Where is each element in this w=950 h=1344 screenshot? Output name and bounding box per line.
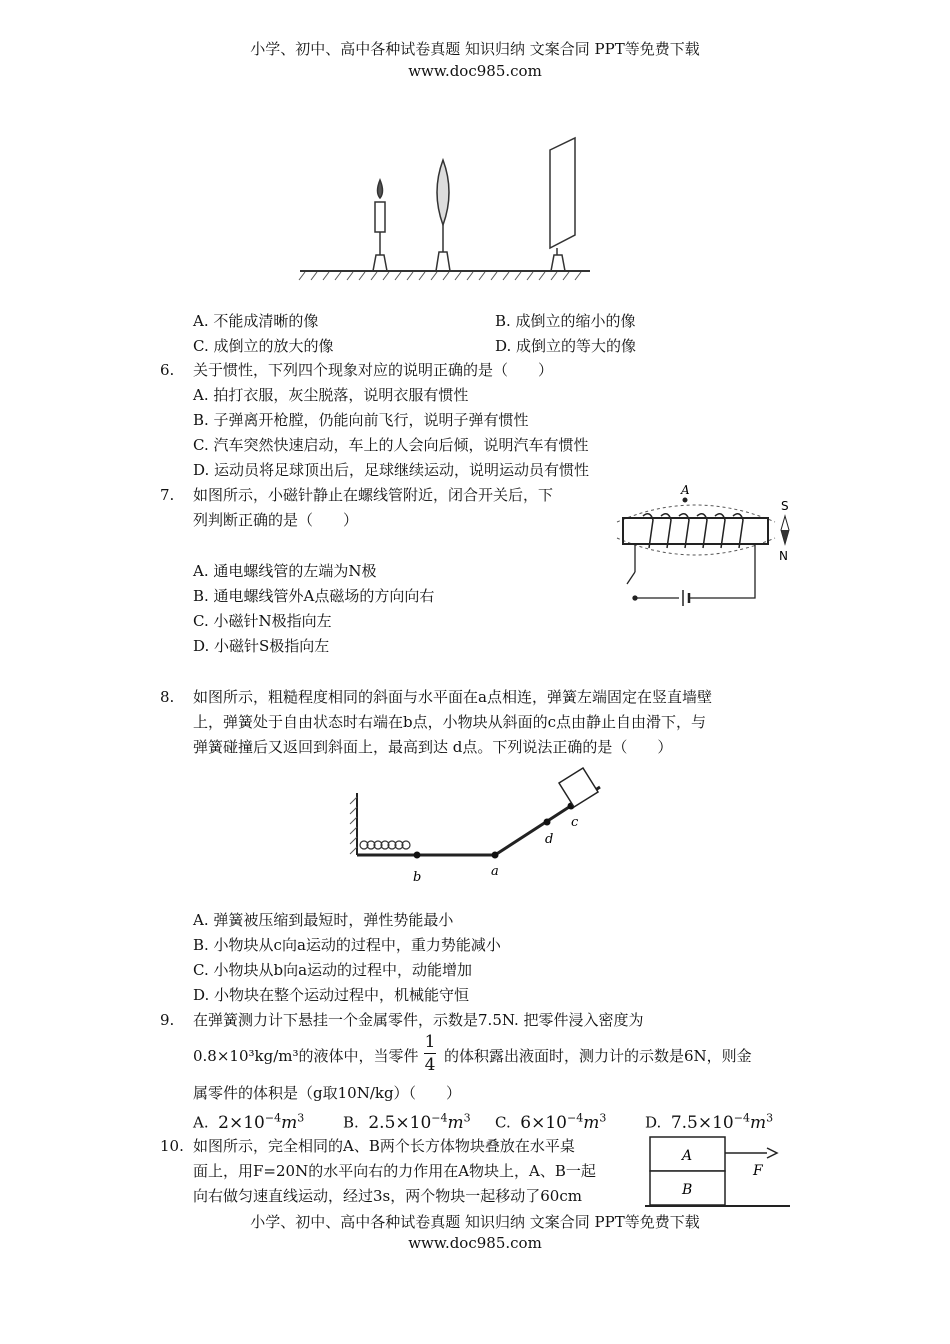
point-c-label: c — [571, 815, 579, 830]
stacked-blocks-figure — [645, 1133, 795, 1213]
q8-stem-line-2: 上，弹簧处于自由状态时右端在b点，小物块从斜面的c点由静止自由滑下，与 — [193, 713, 707, 731]
q7-option-b: B. 通电螺线管外A点磁场的方向向右 — [193, 587, 435, 605]
q7-stem-line-2: 列判断正确的是（ ） — [193, 511, 359, 529]
q7-stem-line-1: 如图所示，小磁针静止在螺线管附近，闭合开关后，下 — [193, 486, 554, 504]
q8-option-c: C. 小物块从b向a运动的过程中，动能增加 — [193, 961, 473, 979]
q7-option-d: D. 小磁针S极指向左 — [193, 637, 330, 655]
q10-stem-line-3: 向右做匀速直线运动，经过3s，两个物块一起移动了60cm — [193, 1187, 582, 1205]
q9-stem-line-3: 属零件的体积是（g取10N/kg）（ ） — [193, 1084, 462, 1102]
q10-number: 10. — [160, 1137, 184, 1155]
q9-fraction — [424, 1032, 436, 1075]
q6-number: 6. — [160, 361, 175, 379]
optics-bench-figure — [295, 130, 595, 290]
circuit — [627, 544, 755, 606]
q5-option-c: C. 成倒立的放大的像 — [193, 337, 334, 355]
q9-fraction-denominator: 4 — [424, 1055, 436, 1075]
candle — [373, 180, 387, 271]
block-b-label: B — [682, 1182, 693, 1198]
q9-number: 9. — [160, 1011, 175, 1029]
q8-option-a: A. 弹簧被压缩到最短时，弹性势能最小 — [193, 911, 454, 929]
q8-stem-line-3: 弹簧碰撞后又返回到斜面上，最高到达 d点。下列说法正确的是（ ） — [193, 738, 673, 756]
q9-stem-line-2a: 0.8×10³kg/m³的液体中，当零件 — [193, 1047, 419, 1065]
q9-option-a: A. $2\times 10^{-4}m^3$ — [193, 1111, 305, 1133]
q5-option-b: B. 成倒立的缩小的像 — [495, 312, 636, 330]
point-a-label: A — [681, 483, 690, 497]
bench-hatching — [299, 272, 581, 280]
q8-stem-line-1: 如图所示，粗糙程度相同的斜面与水平面在a点相连，弹簧左端固定在竖直墙壁 — [193, 688, 712, 706]
solenoid-figure — [605, 480, 805, 605]
q8-option-b: B. 小物块从c向a运动的过程中，重力势能减小 — [193, 936, 501, 954]
point-a-dot — [683, 498, 688, 503]
q8-number: 8. — [160, 688, 175, 706]
q9-fraction-numerator: 1 — [424, 1032, 436, 1052]
screen — [550, 138, 575, 271]
q10-stem-line-1: 如图所示，完全相同的A、B两个长方体物块叠放在水平桌 — [193, 1137, 575, 1155]
spring — [360, 841, 410, 849]
force-arrow-head — [767, 1148, 777, 1158]
q7-option-c: C. 小磁针N极指向左 — [193, 612, 332, 630]
q9-stem-line-1: 在弹簧测力计下悬挂一个金属零件，示数是7.5N. 把零件浸入密度为 — [193, 1011, 644, 1029]
q6-option-d: D. 运动员将足球顶出后，足球继续运动，说明运动员有惯性 — [193, 461, 590, 479]
sliding-block — [559, 768, 598, 807]
q9-option-c: C. $6\times 10^{-4}m^3$ — [495, 1111, 607, 1133]
q5-option-d: D. 成倒立的等大的像 — [495, 337, 637, 355]
block-a-label: A — [682, 1148, 693, 1164]
point-b-label: b — [413, 870, 422, 885]
q6-option-a: A. 拍打衣服，灰尘脱落，说明衣服有惯性 — [193, 386, 469, 404]
footer-line-2: www.doc985.com — [408, 1234, 542, 1252]
q5-option-a: A. 不能成清晰的像 — [193, 312, 319, 330]
field-line-bottom — [617, 538, 775, 555]
header-line-1: 小学、初中、高中各种试卷真题 知识归纳 文案合同 PPT等免费下载 — [250, 40, 700, 58]
point-d-dot — [544, 819, 551, 826]
incline-spring-figure — [345, 765, 605, 885]
q9-stem-line-2b: 的体积露出液面时，测力计的示数是6N，则金 — [444, 1047, 752, 1065]
header-line-2: www.doc985.com — [408, 62, 542, 80]
point-b-dot — [414, 852, 421, 859]
field-line-top — [617, 505, 775, 522]
q6-option-c: C. 汽车突然快速启动，车上的人会向后倾，说明汽车有惯性 — [193, 436, 589, 454]
q7-number: 7. — [160, 486, 175, 504]
wall-hatching — [350, 797, 357, 854]
q9-option-b: B. $2.5\times 10^{-4}m^3$ — [343, 1111, 471, 1133]
q6-option-b: B. 子弹离开枪膛，仍能向前飞行，说明子弹有惯性 — [193, 411, 529, 429]
q10-stem-line-2: 面上，用F=20N的水平向右的力作用在A物块上，A、B一起 — [193, 1162, 596, 1180]
force-label: F — [753, 1163, 763, 1179]
point-a-label: a — [491, 864, 499, 879]
solenoid-tube — [623, 518, 768, 544]
q7-option-a: A. 通电螺线管的左端为N极 — [193, 562, 377, 580]
q9-option-d: D. $7.5\times 10^{-4}m^3$ — [645, 1111, 774, 1133]
q8-option-d: D. 小物块在整个运动过程中，机械能守恒 — [193, 986, 470, 1004]
needle-n-label: N — [779, 549, 788, 563]
needle-s-label: S — [781, 499, 789, 513]
floor-and-incline — [357, 787, 600, 855]
q6-stem: 关于惯性，下列四个现象对应的说明正确的是（ ） — [193, 361, 554, 379]
point-a-dot — [492, 852, 499, 859]
footer-line-1: 小学、初中、高中各种试卷真题 知识归纳 文案合同 PPT等免费下载 — [250, 1213, 700, 1231]
lens — [436, 160, 450, 271]
point-d-label: d — [545, 832, 554, 847]
